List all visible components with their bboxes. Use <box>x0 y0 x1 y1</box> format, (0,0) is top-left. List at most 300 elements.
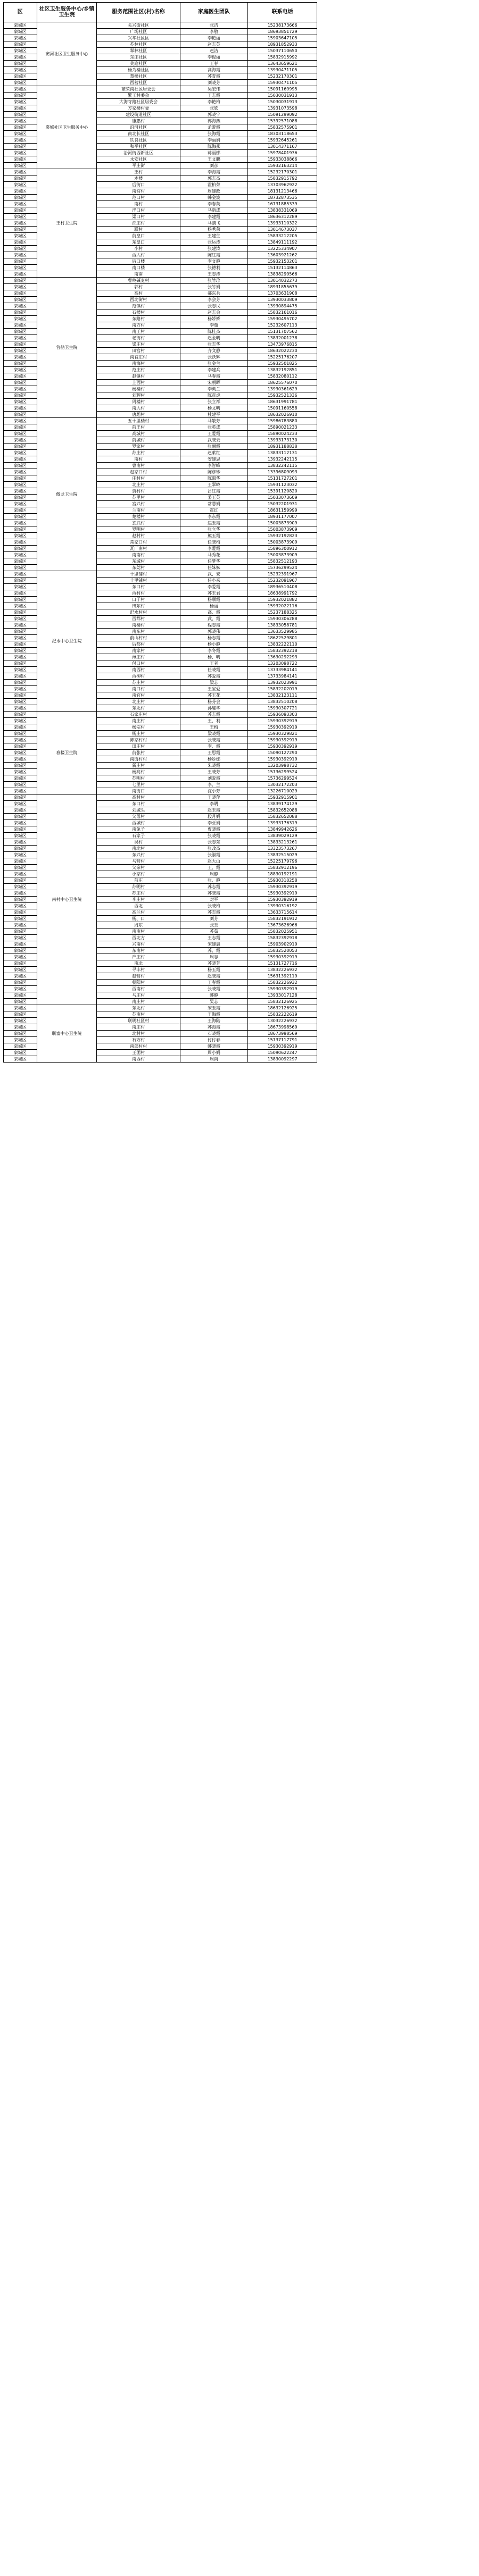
cell-district: 栾城区 <box>4 763 37 769</box>
cell-team: 苏海霞 <box>180 1024 247 1031</box>
cell-phone: 13396809093 <box>248 469 317 475</box>
cell-service-area: 刘城头 <box>97 807 180 814</box>
cell-phone: 13833213261 <box>248 839 317 846</box>
cell-district: 栾城区 <box>4 533 37 539</box>
cell-service-area: 建设街道社区 <box>97 112 180 118</box>
cell-district: 栾城区 <box>4 239 37 246</box>
cell-service-area: 东莞村 <box>97 565 180 571</box>
cell-district: 栾城区 <box>4 514 37 520</box>
cell-team: 李春英 <box>180 201 247 207</box>
cell-phone: 15131727201 <box>248 475 317 482</box>
table-row <box>4 278 317 284</box>
cell-district: 栾城区 <box>4 584 37 590</box>
cell-team: 付付春 <box>180 1037 247 1043</box>
cell-team: 孟爱霞 <box>180 124 247 131</box>
cell-phone: 15933038866 <box>248 156 317 163</box>
cell-team: 王春 <box>180 61 247 67</box>
cell-district: 栾城区 <box>4 941 37 948</box>
cell-district: 栾城区 <box>4 871 37 877</box>
cell-phone: 15932192823 <box>248 533 317 539</box>
cell-team: 吴志 <box>180 999 247 1005</box>
cell-service-area: 苏里村 <box>97 495 180 501</box>
cell-district: 栾城区 <box>4 909 37 916</box>
cell-district: 栾城区 <box>4 782 37 788</box>
cell-service-area: 西城村 <box>97 820 180 826</box>
cell-service-area: 小村 <box>97 246 180 252</box>
cell-team: 苏志霞 <box>180 909 247 916</box>
cell-team: 吕红霞 <box>180 488 247 495</box>
cell-service-area: 李庄村 <box>97 897 180 903</box>
cell-team: 赵献红 <box>180 450 247 456</box>
cell-team: 陈红霞 <box>180 252 247 258</box>
cell-phone: 13703631908 <box>248 290 317 297</box>
cell-service-area: 曹南村 <box>97 463 180 469</box>
cell-phone: 15832226932 <box>248 980 317 986</box>
cell-team: 韩金波 <box>180 195 247 201</box>
cell-service-area: 庄村村 <box>97 475 180 482</box>
cell-phone: 15131707562 <box>248 329 317 335</box>
cell-team: 王、利 <box>180 718 247 724</box>
cell-team: 李冬霞 <box>180 648 247 654</box>
cell-team: 张英成 <box>180 424 247 431</box>
cell-team: 李爱霞 <box>180 584 247 590</box>
cell-district: 栾城区 <box>4 246 37 252</box>
cell-service-area: 赵村村 <box>97 533 180 539</box>
cell-district: 栾城区 <box>4 118 37 124</box>
cell-service-area: 唐彪村 <box>97 412 180 418</box>
cell-service-area: 赵家口村 <box>97 469 180 475</box>
cell-service-area: 梁口村 <box>97 214 180 220</box>
cell-team: 李亚娟 <box>180 820 247 826</box>
cell-phone: 18673998569 <box>248 1031 317 1037</box>
cell-team: 张运涛 <box>180 239 247 246</box>
cell-phone: 13633715614 <box>248 909 317 916</box>
cell-service-area: 田宫村 <box>97 348 180 354</box>
cell-service-area: 永安社区 <box>97 156 180 163</box>
cell-district: 栾城区 <box>4 424 37 431</box>
cell-team: 刘晓芳 <box>180 80 247 86</box>
cell-service-area: 西大村 <box>97 252 180 258</box>
cell-team: 杨娇娜 <box>180 756 247 763</box>
cell-phone: 15832222619 <box>248 1011 317 1018</box>
cell-service-area: 南村 <box>97 201 180 207</box>
cell-district: 栾城区 <box>4 475 37 482</box>
cell-service-area: 范镇村 <box>97 303 180 310</box>
cell-service-area: 方家楼村委 <box>97 105 180 112</box>
cell-team: 熊玉霞 <box>180 533 247 539</box>
cell-district: 栾城区 <box>4 1056 37 1063</box>
cell-team: 张淑霞 <box>180 852 247 858</box>
cell-team: 韩晓霞 <box>180 1043 247 1050</box>
cell-district: 栾城区 <box>4 495 37 501</box>
cell-phone: 15930471105 <box>248 80 317 86</box>
cell-district: 栾城区 <box>4 29 37 35</box>
cell-service-area: 东庄社区 <box>97 54 180 61</box>
cell-district: 栾城区 <box>4 207 37 214</box>
cell-phone: 15832191912 <box>248 916 317 922</box>
cell-phone: 13933176319 <box>248 820 317 826</box>
cell-service-area: 南方村 <box>97 322 180 329</box>
cell-service-area: 西都村 <box>97 616 180 622</box>
cell-district: 栾城区 <box>4 54 37 61</box>
cell-team: 霍柏荣 <box>180 182 247 188</box>
cell-team: 王思霞 <box>180 750 247 756</box>
cell-district: 栾城区 <box>4 820 37 826</box>
cell-phone: 18936510408 <box>248 584 317 590</box>
cell-phone: 13832242115 <box>248 463 317 469</box>
cell-service-area: 田庄村 <box>97 743 180 750</box>
cell-phone: 13032226932 <box>248 1018 317 1024</box>
cell-phone: 15232391967 <box>248 571 317 578</box>
cell-phone: 15392571088 <box>248 118 317 124</box>
cell-service-area: 东口村 <box>97 584 180 590</box>
cell-district: 栾城区 <box>4 335 37 341</box>
cell-service-area: 美庭社区 <box>97 61 180 67</box>
cell-phone: 13673626966 <box>248 922 317 929</box>
cell-team: 王海陆 <box>180 1018 247 1024</box>
cell-service-area: 繁工村委会 <box>97 93 180 99</box>
cell-district: 栾城区 <box>4 686 37 692</box>
cell-phone: 13931073598 <box>248 105 317 112</box>
cell-district: 栾城区 <box>4 392 37 399</box>
cell-service-area: 苏南村 <box>97 1011 180 1018</box>
cell-district: 栾城区 <box>4 948 37 954</box>
cell-district: 栾城区 <box>4 705 37 712</box>
cell-phone: 15032201931 <box>248 501 317 507</box>
cell-district: 栾城区 <box>4 214 37 220</box>
cell-phone: 15930392919 <box>248 737 317 743</box>
cell-team: 赵洁 <box>180 48 247 54</box>
cell-phone: 15930392919 <box>248 954 317 960</box>
cell-phone: 15030031913 <box>248 93 317 99</box>
cell-team: 任梦华 <box>180 558 247 565</box>
cell-service-area: 联村 <box>97 227 180 233</box>
cell-phone: 13832222110 <box>248 641 317 648</box>
table-row <box>4 571 317 578</box>
cell-service-area: 吴村 <box>97 839 180 846</box>
cell-team: 李智峰 <box>180 463 247 469</box>
cell-team: 武、安 <box>180 571 247 578</box>
cell-service-area: 南郎村村 <box>97 1043 180 1050</box>
cell-phone: 15832080112 <box>248 373 317 380</box>
cell-service-area: 前庄 <box>97 877 180 884</box>
cell-team: 陈海燕 <box>180 144 247 150</box>
cell-service-area: 西南村 <box>97 986 180 992</box>
cell-district: 栾城区 <box>4 750 37 756</box>
cell-phone: 13830092297 <box>248 1056 317 1063</box>
cell-district: 栾城区 <box>4 386 37 392</box>
cell-service-area: 北庄村 <box>97 699 180 705</box>
cell-team: 王志涛 <box>180 271 247 278</box>
column-header-district: 区 <box>4 3 37 22</box>
cell-phone: 15903647105 <box>248 35 317 41</box>
cell-district: 栾城区 <box>4 137 37 144</box>
cell-district: 栾城区 <box>4 367 37 373</box>
cell-service-area: 汜水村村 <box>97 609 180 616</box>
cell-district: 栾城区 <box>4 80 37 86</box>
cell-district: 栾城区 <box>4 635 37 641</box>
cell-district: 栾城区 <box>4 99 37 105</box>
cell-district: 栾城区 <box>4 1043 37 1050</box>
cell-district: 栾城区 <box>4 348 37 354</box>
cell-service-area: 洋口村 <box>97 207 180 214</box>
table-row <box>4 86 317 93</box>
cell-service-area: 寻丰村 <box>97 967 180 973</box>
cell-phone: 15003873909 <box>248 552 317 558</box>
cell-district: 栾城区 <box>4 265 37 271</box>
cell-district: 栾城区 <box>4 807 37 814</box>
cell-service-area: 口子村 <box>97 597 180 603</box>
cell-district: 栾城区 <box>4 756 37 763</box>
cell-phone: 16731885339 <box>248 201 317 207</box>
cell-phone: 15832520053 <box>248 948 317 954</box>
cell-team: 刘爱霞 <box>180 775 247 782</box>
cell-phone: 15737117791 <box>248 1037 317 1043</box>
cell-phone: 15890024233 <box>248 431 317 437</box>
cell-service-area: 杨庄村 <box>97 731 180 737</box>
cell-organization: 裳城社区卫生服务中心 <box>37 86 97 169</box>
table-row <box>4 418 317 424</box>
cell-service-area: 杨亮村 <box>97 769 180 775</box>
cell-team: 杨顺霞 <box>180 597 247 603</box>
cell-team: 张欣 <box>180 105 247 112</box>
cell-phone: 15932153201 <box>248 258 317 265</box>
cell-service-area: 南北村 <box>97 846 180 852</box>
cell-district: 栾城区 <box>4 405 37 412</box>
cell-service-area: 邵庄村 <box>97 220 180 227</box>
cell-service-area: 南宫村 <box>97 188 180 195</box>
cell-phone: 13832226932 <box>248 967 317 973</box>
cell-phone: 15090622247 <box>248 1050 317 1056</box>
column-header-service-area: 服务范围社区(村)名称 <box>97 3 180 22</box>
cell-service-area: 罗明村 <box>97 526 180 533</box>
cell-team: 王志霞 <box>180 935 247 941</box>
cell-district: 栾城区 <box>4 718 37 724</box>
cell-phone: 15003873909 <box>248 539 317 546</box>
cell-district: 栾城区 <box>4 463 37 469</box>
cell-team: 苏玉花 <box>180 692 247 699</box>
cell-service-area: 沿河社区 <box>97 124 180 131</box>
cell-service-area: 南西村 <box>97 1056 180 1063</box>
cell-team: 王者 <box>180 660 247 667</box>
cell-phone: 13630292293 <box>248 654 317 660</box>
cell-district: 栾城区 <box>4 188 37 195</box>
cell-phone: 15030031913 <box>248 99 317 105</box>
cell-team: 周志 <box>180 954 247 960</box>
cell-phone: 15232607113 <box>248 322 317 329</box>
spreadsheet-container <box>0 0 479 1063</box>
cell-district: 栾城区 <box>4 884 37 890</box>
cell-team: 杨娇娇 <box>180 316 247 322</box>
cell-service-area: 曹岭碱麦村 <box>97 278 180 284</box>
cell-team: 张晓梅 <box>180 903 247 909</box>
cell-team: 马秀花 <box>180 552 247 558</box>
cell-phone: 18693851729 <box>248 29 317 35</box>
cell-service-area: 楚楼村 <box>97 514 180 520</box>
cell-organization: 营鹤卫生院 <box>37 278 97 418</box>
cell-service-area: 陈家村村 <box>97 737 180 743</box>
cell-team: 王文鹏 <box>180 156 247 163</box>
cell-phone: 15238173666 <box>248 22 317 29</box>
cell-service-area: 南兔子 <box>97 826 180 833</box>
cell-phone: 15832912196 <box>248 865 317 871</box>
cell-service-area: 南大村 <box>97 405 180 412</box>
cell-district: 栾城区 <box>4 86 37 93</box>
cell-district: 栾城区 <box>4 22 37 29</box>
cell-district: 栾城区 <box>4 833 37 839</box>
cell-team: 周静 <box>180 871 247 877</box>
cell-team: 任小来 <box>180 578 247 584</box>
cell-team: 张立祥 <box>180 399 247 405</box>
cell-phone: 13839174129 <box>248 801 317 807</box>
cell-service-area: 苏林社区 <box>97 41 180 48</box>
cell-phone: 13323573267 <box>248 846 317 852</box>
cell-district: 栾城区 <box>4 1031 37 1037</box>
cell-service-area: 西营社区 <box>97 80 180 86</box>
cell-service-area: 西北 <box>97 903 180 909</box>
cell-team: 张、静 <box>180 877 247 884</box>
cell-district: 栾城区 <box>4 788 37 794</box>
cell-district: 栾城区 <box>4 667 37 673</box>
cell-district: 栾城区 <box>4 673 37 680</box>
cell-service-area: 常家口村 <box>97 539 180 546</box>
cell-service-area: 上西村 <box>97 380 180 386</box>
cell-service-area: 北庄村 <box>97 482 180 488</box>
cell-phone: 15903902919 <box>248 941 317 948</box>
cell-team: 郭晓伟 <box>180 629 247 635</box>
cell-district: 栾城区 <box>4 1018 37 1024</box>
cell-district: 栾城区 <box>4 303 37 310</box>
cell-phone: 15986783880 <box>248 418 317 424</box>
cell-service-area: 马庄村 <box>97 992 180 999</box>
cell-district: 栾城区 <box>4 278 37 284</box>
cell-service-area: 瓦厂南村 <box>97 546 180 552</box>
cell-phone: 13838299566 <box>248 271 317 278</box>
cell-phone: 13838331069 <box>248 207 317 214</box>
cell-district: 栾城区 <box>4 124 37 131</box>
cell-team: 苏晓芳 <box>180 960 247 967</box>
cell-team: 张建涛 <box>180 246 247 252</box>
cell-service-area: 高兰村 <box>97 909 180 916</box>
cell-district: 栾城区 <box>4 105 37 112</box>
cell-district: 栾城区 <box>4 986 37 992</box>
cell-team: 王翠岭 <box>180 482 247 488</box>
cell-team: 张洁 <box>180 22 247 29</box>
cell-phone: 13832515029 <box>248 852 317 858</box>
cell-phone: 13849942626 <box>248 826 317 833</box>
cell-service-area: 繁荣南社区居委会 <box>97 86 180 93</box>
cell-service-area: 前城村 <box>97 437 180 444</box>
cell-service-area: 东皇口 <box>97 239 180 246</box>
cell-service-area: 南南 <box>97 271 180 278</box>
cell-district: 栾城区 <box>4 456 37 463</box>
cell-team: 常慧娟 <box>180 501 247 507</box>
cell-service-area: 马营村 <box>97 858 180 865</box>
cell-phone: 13832123111 <box>248 692 317 699</box>
cell-district: 栾城区 <box>4 954 37 960</box>
cell-phone: 13833112131 <box>248 450 317 456</box>
cell-district: 栾城区 <box>4 992 37 999</box>
cell-phone: 18931177007 <box>248 514 317 520</box>
cell-phone: 13930033809 <box>248 297 317 303</box>
cell-service-area: 贾村村 <box>97 488 180 495</box>
cell-service-area: 南村 <box>97 456 180 463</box>
cell-service-area: 前山村村 <box>97 635 180 641</box>
cell-district: 栾城区 <box>4 112 37 118</box>
family-doctor-contact-table <box>3 2 317 1063</box>
cell-district: 栾城区 <box>4 814 37 820</box>
cell-district: 栾城区 <box>4 380 37 386</box>
cell-service-area: 十里铺村 <box>97 578 180 584</box>
cell-phone: 15832202019 <box>248 686 317 692</box>
cell-district: 栾城区 <box>4 469 37 475</box>
cell-team: 陈彦珍 <box>180 469 247 475</box>
cell-district: 栾城区 <box>4 520 37 526</box>
cell-service-area: 铁良社区 <box>97 137 180 144</box>
cell-district: 栾城区 <box>4 61 37 67</box>
cell-team: 杨丽 <box>180 603 247 609</box>
cell-service-area: 东南村 <box>97 948 180 954</box>
cell-team: 张志东 <box>180 839 247 846</box>
cell-team: 李建兵 <box>180 367 247 373</box>
cell-phone: 15091299092 <box>248 112 317 118</box>
cell-phone: 15896300912 <box>248 546 317 552</box>
cell-team: 梁志 <box>180 680 247 686</box>
cell-team: 赵大山 <box>180 858 247 865</box>
cell-phone: 15930392919 <box>248 718 317 724</box>
cell-service-area: 兴南村 <box>97 941 180 948</box>
cell-team: 张立华 <box>180 526 247 533</box>
cell-phone: 15232170301 <box>248 73 317 80</box>
cell-team: 周建政 <box>180 188 247 195</box>
cell-team: 张晓霞 <box>180 986 247 992</box>
cell-phone: 13930471105 <box>248 67 317 73</box>
cell-district: 栾城区 <box>4 150 37 156</box>
cell-team: 张竹娟 <box>180 284 247 290</box>
cell-district: 栾城区 <box>4 482 37 488</box>
cell-service-area: 南口村 <box>97 686 180 692</box>
cell-phone: 15736299524 <box>248 565 317 571</box>
cell-phone: 15003873909 <box>248 526 317 533</box>
cell-team: 王宝爱 <box>180 686 247 692</box>
cell-team: 武、霞 <box>180 616 247 622</box>
cell-service-area: 范口村 <box>97 195 180 201</box>
cell-team: 李爱霞 <box>180 546 247 552</box>
cell-team: 赵晓霞 <box>180 973 247 980</box>
cell-phone: 15037110650 <box>248 48 317 54</box>
cell-service-area: 西村村 <box>97 590 180 597</box>
cell-service-area: 田东村 <box>97 603 180 609</box>
cell-service-area: 康惠村 <box>97 118 180 124</box>
cell-service-area: 杨楼村 <box>97 386 180 392</box>
cell-district: 栾城区 <box>4 488 37 495</box>
cell-service-area: 南北 <box>97 960 180 967</box>
cell-district: 栾城区 <box>4 271 37 278</box>
cell-phone: 13832192851 <box>248 367 317 373</box>
cell-team: 杨文明 <box>180 405 247 412</box>
cell-team: 王爱霞 <box>180 431 247 437</box>
cell-service-area: 王团村 <box>97 1050 180 1056</box>
cell-service-area: 薄庄村 <box>97 654 180 660</box>
cell-phone: 15936093303 <box>248 712 317 718</box>
cell-team: 杨小静 <box>180 641 247 648</box>
cell-team: 张晓霞 <box>180 833 247 839</box>
cell-service-area: 郭村 <box>97 284 180 290</box>
cell-phone: 18625576070 <box>248 380 317 386</box>
cell-district: 栾城区 <box>4 890 37 897</box>
cell-team: 赵玉霞 <box>180 807 247 814</box>
cell-team: 任晓梅 <box>180 539 247 546</box>
